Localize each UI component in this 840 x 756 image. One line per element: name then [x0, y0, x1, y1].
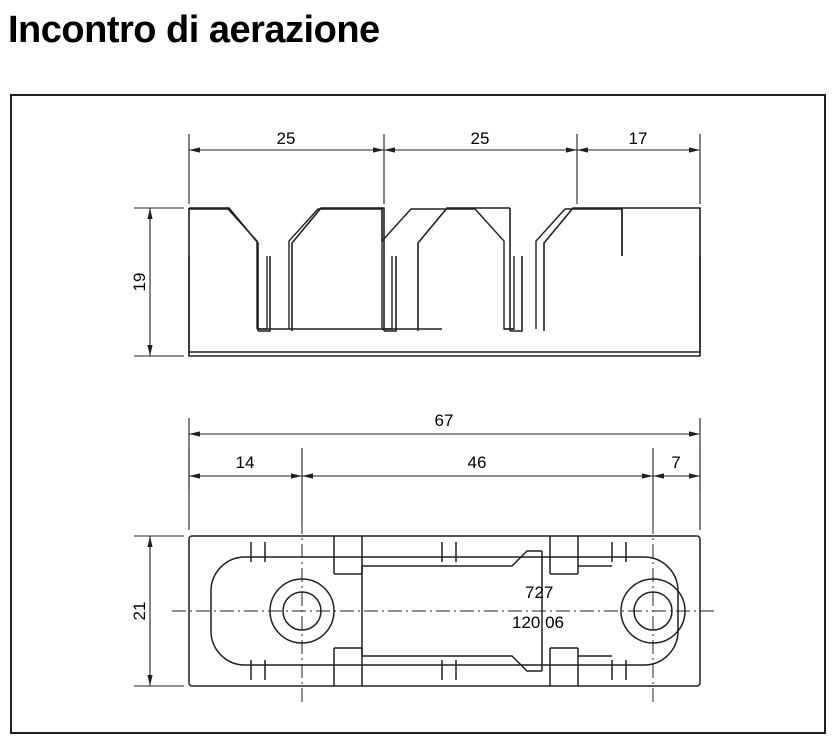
top-dim-14: 14: [235, 453, 255, 472]
front-view-outline: [189, 208, 700, 356]
front-top-dimension-lines: [189, 134, 700, 204]
drawing-frame: [10, 94, 826, 734]
top-total-dimension-lines: [189, 418, 700, 530]
top-dim-height-21: 21: [130, 601, 149, 621]
top-dim-7: 7: [671, 453, 681, 472]
front-dim-25-left: 25: [276, 129, 296, 148]
top-sub-dimension-lines: [189, 448, 700, 526]
technical-drawing: [12, 96, 824, 732]
top-view-centerlines: [172, 520, 718, 702]
top-dim-46: 46: [467, 453, 487, 472]
part-code-line-1: 727: [525, 583, 554, 602]
front-dim-17: 17: [628, 129, 648, 148]
front-dim-25-right: 25: [470, 129, 490, 148]
top-dim-total-67: 67: [434, 411, 454, 430]
front-dim-height-19: 19: [130, 272, 149, 292]
part-code-line-2: 120 06: [512, 613, 564, 632]
page-title: Incontro di aerazione: [8, 9, 380, 51]
